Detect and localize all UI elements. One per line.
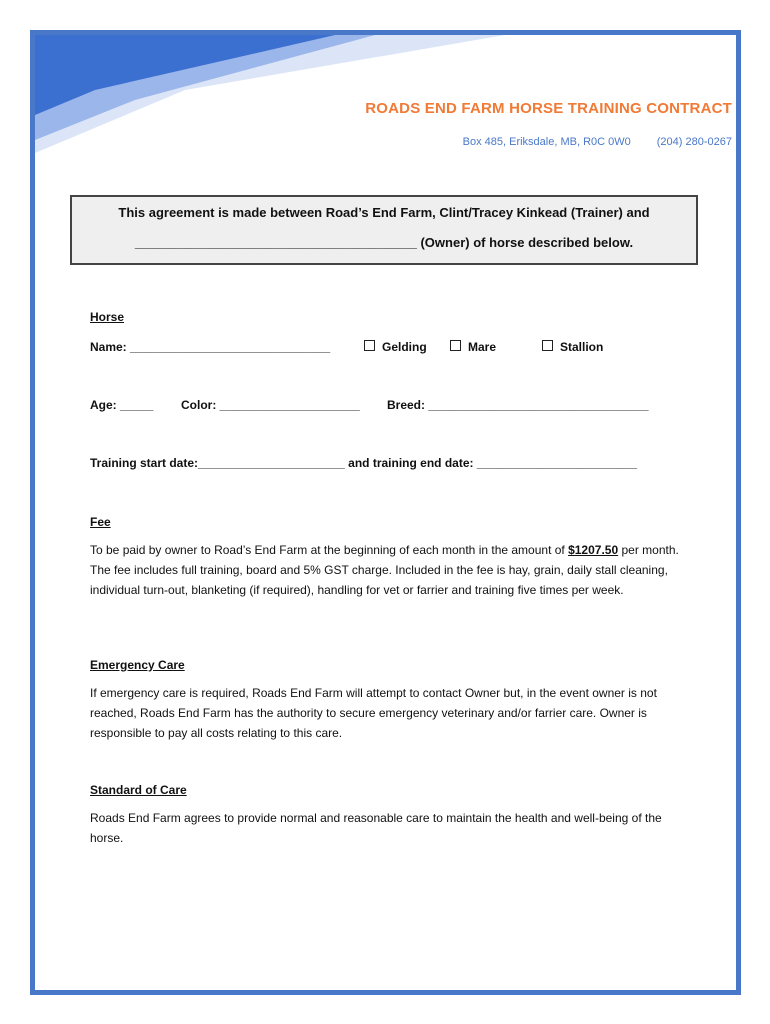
training-dates-field[interactable]: Training start date:______________________ and training end date: ________________________ — [90, 456, 638, 470]
fee-text-after: per month. The fee includes full training, board and 5% GST charge. Included in the fee is hay, grain, daily stall cleaning, individual turn-out, blanketing (if required), handling for vet or farrier and training five times per week. — [90, 543, 679, 597]
agreement-box — [70, 195, 698, 265]
fee-paragraph — [90, 540, 685, 600]
agreement-line-1: This agreement is made between Road’s End Farm, Clint/Tracey Kinkead (Trainer) and — [118, 205, 650, 220]
standard-paragraph: Roads End Farm agrees to provide normal and reasonable care to maintain the health and well-being of the horse. — [90, 811, 662, 845]
horse-breed-field[interactable]: Breed: _________________________________ — [387, 398, 649, 412]
page-border — [30, 30, 741, 995]
fee-amount: $1207.50 — [568, 543, 619, 557]
fee-heading: Fee — [90, 515, 111, 529]
header-banner-graphic — [35, 35, 505, 160]
stallion-option[interactable] — [542, 340, 603, 354]
horse-heading: Horse — [90, 310, 125, 324]
horse-color-field[interactable]: Color: _____________________ — [181, 398, 360, 412]
fee-text-before: To be paid by owner to Road’s End Farm at the beginning of each month in the amount of — [90, 543, 569, 557]
standard-heading: Standard of Care — [90, 783, 187, 797]
gelding-checkbox[interactable] — [364, 340, 375, 351]
gelding-label: Gelding — [382, 340, 427, 354]
horse-age-field[interactable]: Age: _____ — [90, 398, 154, 412]
gelding-option[interactable] — [364, 340, 427, 354]
farm-address-line — [463, 136, 732, 148]
mare-checkbox[interactable] — [450, 340, 461, 351]
agreement-line-2: _______________________________________ (Owner) of horse described below. — [134, 235, 634, 250]
mare-option[interactable] — [450, 340, 496, 354]
stallion-checkbox[interactable] — [542, 340, 553, 351]
emergency-heading: Emergency Care — [90, 658, 185, 672]
emergency-paragraph: If emergency care is required, Roads End Farm will attempt to contact Owner but, in the event owner is not reached, Roads End Farm has the authority to secure emergency veterinary and/or farrier care. Owner is responsible to pay all costs relating to this care. — [90, 686, 657, 740]
mare-label: Mare — [468, 340, 497, 354]
contract-title: ROADS END FARM HORSE TRAINING CONTRACT — [365, 100, 732, 117]
horse-name-field[interactable]: Name: ______________________________ — [90, 340, 331, 354]
stallion-label: Stallion — [560, 340, 604, 354]
farm-address: Box 485, Eriksdale, MB, R0C 0W0 — [462, 136, 631, 148]
farm-phone: (204) 280-0267 — [656, 136, 732, 148]
